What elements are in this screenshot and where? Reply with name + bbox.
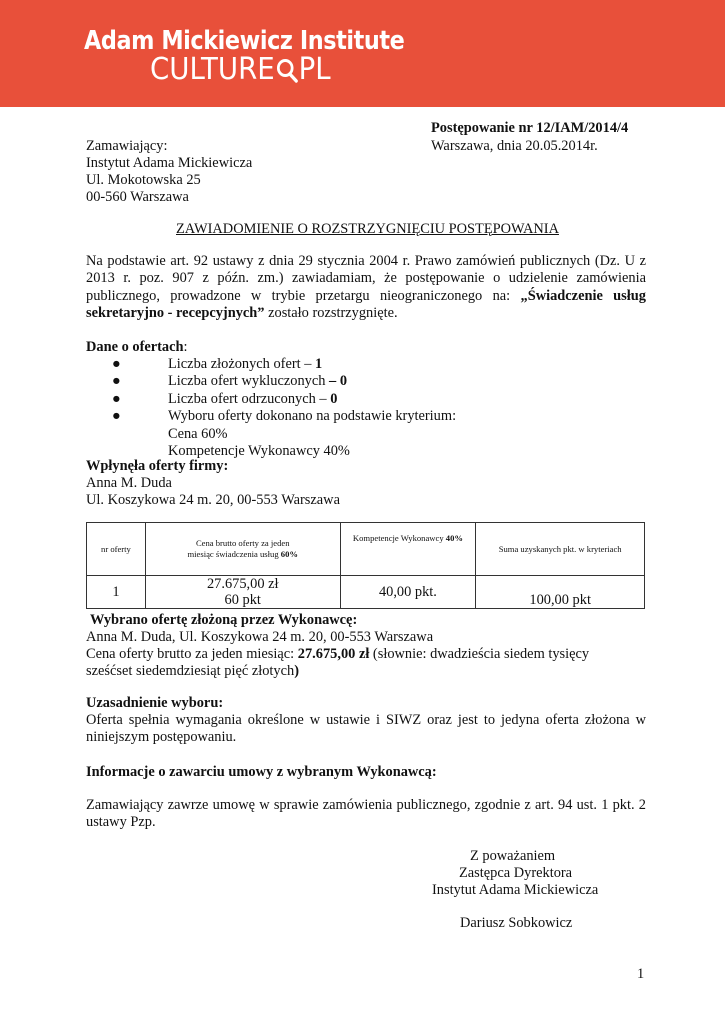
- list-item: [86, 408, 646, 425]
- culture-pl-logo: [150, 54, 331, 86]
- table-header-row: [87, 523, 645, 576]
- header-price-line1: Cena brutto oferty za jeden: [195, 538, 290, 548]
- chosen-contractor: Anna M. Duda, Ul. Koszykowa 24 m. 20, 00-553 Warszawa: [86, 629, 434, 645]
- list-item: [86, 356, 646, 373]
- orderer-label: Zamawiający:: [86, 138, 168, 154]
- offers-heading: [86, 339, 188, 356]
- intro-text: Na podstawie art. 92 ustawy z dnia 29 stycznia 2004 r. Prawo zamówień publicznych (Dz. U z 2013 r. poz. 907 z późn. zm.) zawiadamiam, że postępowanie o udzielenie zamówienia publicznego, prowadzone w trybie przetargu nieograniczonego na:: [86, 253, 646, 304]
- chosen-price-words: (słownie: dwadzieścia siedem tysięcy: [369, 646, 590, 662]
- criterion-price: Cena 60%: [168, 425, 228, 442]
- chosen-price-value: 27.675,00 zł: [297, 646, 370, 662]
- header-price: [145, 523, 340, 576]
- offers-heading-colon: :: [183, 339, 188, 355]
- received-heading: Wpłynęła oferty firmy:: [86, 458, 229, 474]
- cell-price-value: 27.675,00 zł: [206, 576, 279, 592]
- bullet-icon: ●: [112, 390, 121, 407]
- signature-role: Zastępca Dyrektora: [459, 865, 573, 881]
- offer-item-text: Liczba złożonych ofert –: [168, 356, 316, 372]
- offer-item-value: 0: [330, 390, 338, 407]
- header-price-pct: 60%: [280, 549, 298, 559]
- signature-name: Dariusz Sobkowicz: [460, 915, 573, 931]
- page-number: 1: [637, 966, 645, 982]
- cell-nr: 1: [87, 576, 146, 609]
- received-address: Ul. Koszykowa 24 m. 20, 00-553 Warszawa: [86, 492, 340, 508]
- orderer-city: 00-560 Warszawa: [86, 189, 189, 205]
- org-name-logo: Adam Mickiewicz Institute: [84, 26, 405, 56]
- offer-item-text: Liczba ofert odrzuconych –: [168, 390, 331, 407]
- bullet-icon: ●: [112, 356, 121, 372]
- offer-item-text: Liczba ofert wykluczonych: [168, 373, 330, 390]
- contract-heading: Informacje o zawarciu umowy z wybranym Wykonawcą:: [86, 764, 437, 780]
- offer-item-text: Wyboru oferty dokonano na podstawie kryterium:: [168, 408, 457, 425]
- page-title: ZAWIADOMIENIE O ROZSTRZYGNIĘCIU POSTĘPOWANIA: [176, 221, 559, 237]
- cell-total: 100,00 pkt: [476, 576, 645, 609]
- cell-price: [145, 576, 340, 609]
- list-item: [86, 391, 646, 408]
- orderer-name: Instytut Adama Mickiewicza: [86, 155, 253, 171]
- chosen-price-words-line: [86, 663, 299, 680]
- cell-price-points: 60 pkt: [224, 592, 261, 608]
- header-competence: [340, 523, 476, 576]
- header-price-line2: miesiąc świadczenia usług: [187, 549, 281, 559]
- header-banner: [0, 0, 725, 107]
- table-row: [87, 576, 645, 609]
- brand-right: PL: [298, 52, 331, 87]
- chosen-price-words-2: sześćset siedemdziesiąt pięć złotych: [86, 663, 295, 679]
- chosen-price-prefix: Cena oferty brutto za jeden miesiąc:: [86, 646, 298, 662]
- chosen-heading: Wybrano ofertę złożoną przez Wykonawcę:: [90, 612, 358, 628]
- justification-heading: Uzasadnienie wyboru:: [86, 695, 224, 711]
- offer-item-value: – 0: [329, 373, 348, 390]
- intro-subject: „Świadczenie usług sekretaryjno - recepcyjnych”: [86, 287, 646, 322]
- received-company: Anna M. Duda: [86, 475, 172, 491]
- offers-list: [86, 356, 646, 460]
- bullet-icon: ●: [112, 408, 121, 425]
- header-competence-pct: 40%: [445, 533, 463, 543]
- header-sum: Suma uzyskanych pkt. w kryteriach: [476, 523, 645, 576]
- offer-item-value: 1: [315, 356, 323, 372]
- chosen-price-line: [86, 646, 589, 663]
- list-item: [86, 373, 646, 390]
- signature-greeting: Z poważaniem: [470, 848, 556, 864]
- scores-table: [86, 522, 645, 609]
- header-competence-text: Kompetencje Wykonawcy: [352, 533, 446, 543]
- bullet-icon: ●: [112, 373, 121, 390]
- criterion-competence: Kompetencje Wykonawcy 40%: [168, 443, 350, 460]
- brand-left: CULTURE: [150, 52, 275, 87]
- intro-paragraph: [86, 253, 646, 323]
- place-date: Warszawa, dnia 20.05.2014r.: [431, 138, 598, 154]
- justification-text: Oferta spełnia wymagania określone w ustawie i SIWZ oraz jest to jedyna oferta złożona w niniejszym postępowaniu.: [86, 712, 646, 746]
- offers-heading-text: Dane o ofertach: [86, 339, 184, 355]
- contract-text: Zamawiający zawrze umowę w sprawie zamówienia publicznego, zgodnie z art. 94 ust. 1 pkt. 2 ustawy Pzp.: [86, 797, 646, 831]
- cell-competence: 40,00 pkt.: [340, 576, 476, 609]
- magnifier-icon: [276, 57, 298, 83]
- signature-institution: Instytut Adama Mickiewicza: [432, 882, 599, 898]
- header-nr: nr oferty: [87, 523, 146, 576]
- orderer-street: Ul. Mokotowska 25: [86, 172, 201, 188]
- chosen-price-close: ): [294, 663, 299, 679]
- intro-tail: zostało rozstrzygnięte.: [264, 305, 398, 322]
- case-number: Postępowanie nr 12/IAM/2014/4: [431, 120, 629, 136]
